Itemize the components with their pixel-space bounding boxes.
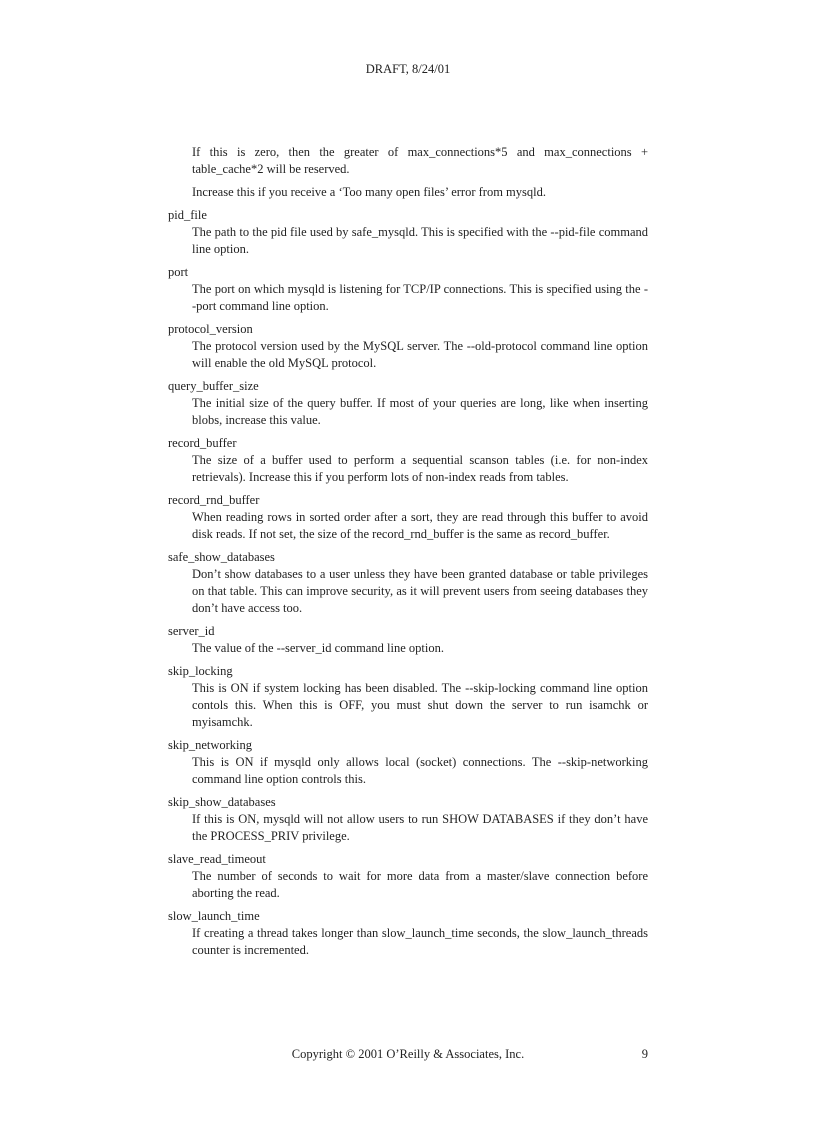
variable-entry: [168, 321, 648, 372]
variable-entry: [168, 378, 648, 429]
variable-entry: [168, 794, 648, 845]
variable-entry: [168, 435, 648, 486]
variable-entry: [168, 623, 648, 657]
variable-entry: [168, 207, 648, 258]
variable-description: When reading rows in sorted order after a sort, they are read through this buffer to avoid disk reads. If not set, the size of the record_rnd_buffer is the same as record_buffer.: [192, 510, 648, 541]
variable-entry: [168, 663, 648, 731]
page-footer: [168, 1047, 648, 1062]
variable-description: The port on which mysqld is listening for TCP/IP connections. This is specified using the --port command line option.: [192, 282, 648, 313]
variable-term: skip_networking: [168, 738, 253, 752]
variable-entry: [168, 737, 648, 788]
variable-term: safe_show_databases: [168, 550, 275, 564]
variable-entry: [168, 908, 648, 959]
variable-description: This is ON if system locking has been disabled. The --skip-locking command line option contols this. When this is OFF, you must shut down the server to run isamchk or myisamchk.: [192, 681, 648, 729]
variable-description: The size of a buffer used to perform a sequential scanson tables (i.e. for non-index retrievals). Increase this if you perform lots of non-index reads from tables.: [192, 453, 648, 484]
variable-term: record_buffer: [168, 436, 237, 450]
variable-term: record_rnd_buffer: [168, 493, 260, 507]
page-header: DRAFT, 8/24/01: [365, 62, 451, 76]
variable-term: slave_read_timeout: [168, 852, 266, 866]
variable-description: If creating a thread takes longer than slow_launch_time seconds, the slow_launch_threads counter is incremented.: [192, 926, 648, 957]
variable-term: skip_locking: [168, 664, 233, 678]
lead-paragraphs: [168, 144, 648, 201]
variable-term: protocol_version: [168, 322, 253, 336]
lead-paragraph: Increase this if you receive a ‘Too many open files’ error from mysqld.: [192, 185, 546, 199]
variable-description: The number of seconds to wait for more data from a master/slave connection before aborting the read.: [192, 869, 648, 900]
page-body: [168, 144, 648, 965]
variable-description: The initial size of the query buffer. If most of your queries are long, like when inserting blobs, increase this value.: [192, 396, 648, 427]
variable-description: This is ON if mysqld only allows local (socket) connections. The --skip-networking command line option controls this.: [192, 755, 648, 786]
variable-term: skip_show_databases: [168, 795, 276, 809]
variable-description: If this is ON, mysqld will not allow users to run SHOW DATABASES if they don’t have the PROCESS_PRIV privilege.: [192, 812, 648, 843]
copyright-notice: Copyright © 2001 O’Reilly & Associates, Inc.: [291, 1047, 525, 1061]
variable-entry: [168, 549, 648, 617]
variable-entry: [168, 264, 648, 315]
variable-term: slow_launch_time: [168, 909, 260, 923]
variable-description: The path to the pid file used by safe_mysqld. This is specified with the --pid-file command line option.: [192, 225, 648, 256]
variable-entry: [168, 492, 648, 543]
lead-paragraph: If this is zero, then the greater of max_connections*5 and max_connections + table_cache*2 will be reserved.: [192, 145, 648, 176]
page-number: 9: [641, 1047, 648, 1061]
variable-term: server_id: [168, 624, 215, 638]
variable-description: The protocol version used by the MySQL server. The --old-protocol command line option will enable the old MySQL protocol.: [192, 339, 648, 370]
variable-description: Don’t show databases to a user unless they have been granted database or table privileges on that table. This can improve security, as it will prevent users from seeing databases they don’t have access too.: [192, 567, 648, 615]
variable-description: The value of the --server_id command line option.: [192, 641, 445, 655]
variable-entry: [168, 851, 648, 902]
variable-term: port: [168, 265, 189, 279]
variable-term: pid_file: [168, 208, 207, 222]
variable-term: query_buffer_size: [168, 379, 259, 393]
